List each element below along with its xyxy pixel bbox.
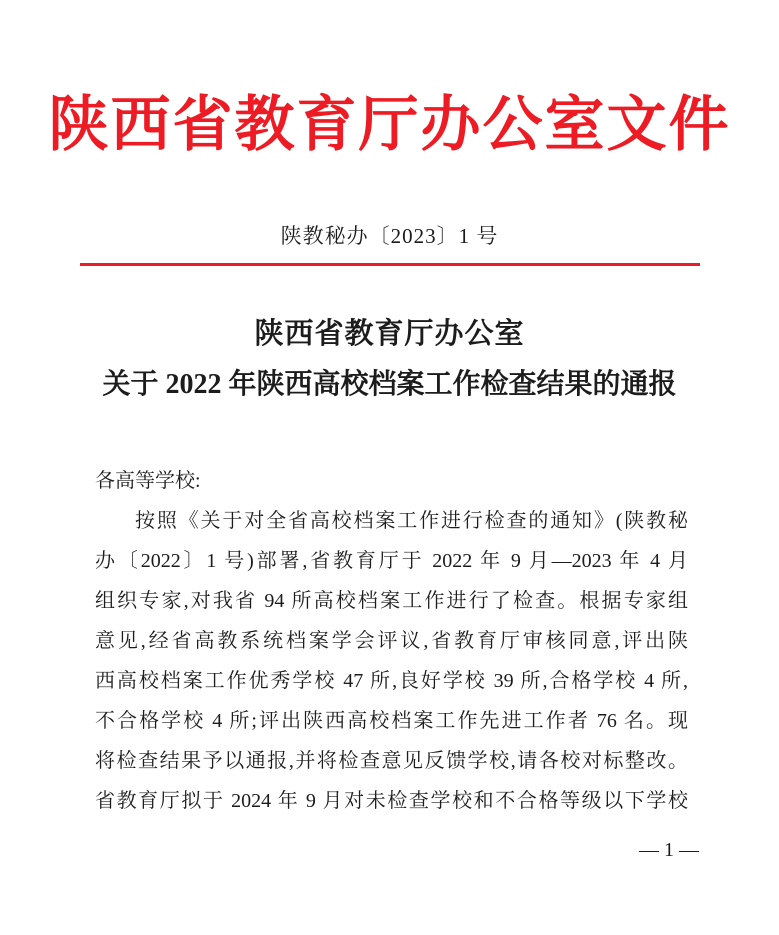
body-line: 将检查结果予以通报,并将检查意见反馈学校,请各校对标整改。 xyxy=(95,750,688,772)
body-line: 不合格学校 4 所;评出陕西高校档案工作先进工作者 76 名。现 xyxy=(95,710,688,732)
body-line: 意见,经省高教系统档案学会评议,省教育厅审核同意,评出陕 xyxy=(95,630,688,652)
page-number: — 1 — xyxy=(639,839,699,861)
body-line: 省教育厅拟于 2024 年 9 月对未检查学校和不合格等级以下学校 xyxy=(95,790,688,812)
body-text-block xyxy=(95,461,688,821)
red-separator-rule xyxy=(80,263,700,266)
body-line: 组织专家,对我省 94 所高校档案工作进行了检查。根据专家组 xyxy=(95,590,688,612)
salutation-line: 各高等学校: xyxy=(95,470,201,492)
body-line: 按照《关于对全省高校档案工作进行检查的通知》(陕教秘 xyxy=(135,510,688,532)
document-title-line-1: 陕西省教育厅办公室 xyxy=(254,318,525,350)
body-line: 办〔2022〕1 号)部署,省教育厅于 2022 年 9 月—2023 年 4 月 xyxy=(95,550,688,572)
document-title-line-2: 关于 2022 年陕西高校档案工作检查结果的通报 xyxy=(102,369,677,400)
document-number: 陕教秘办〔2023〕1 号 xyxy=(280,224,499,248)
body-line: 西高校档案工作优秀学校 47 所,良好学校 39 所,合格学校 4 所, xyxy=(95,670,688,692)
masthead-title: 陕西省教育厅办公室文件 xyxy=(48,92,731,158)
